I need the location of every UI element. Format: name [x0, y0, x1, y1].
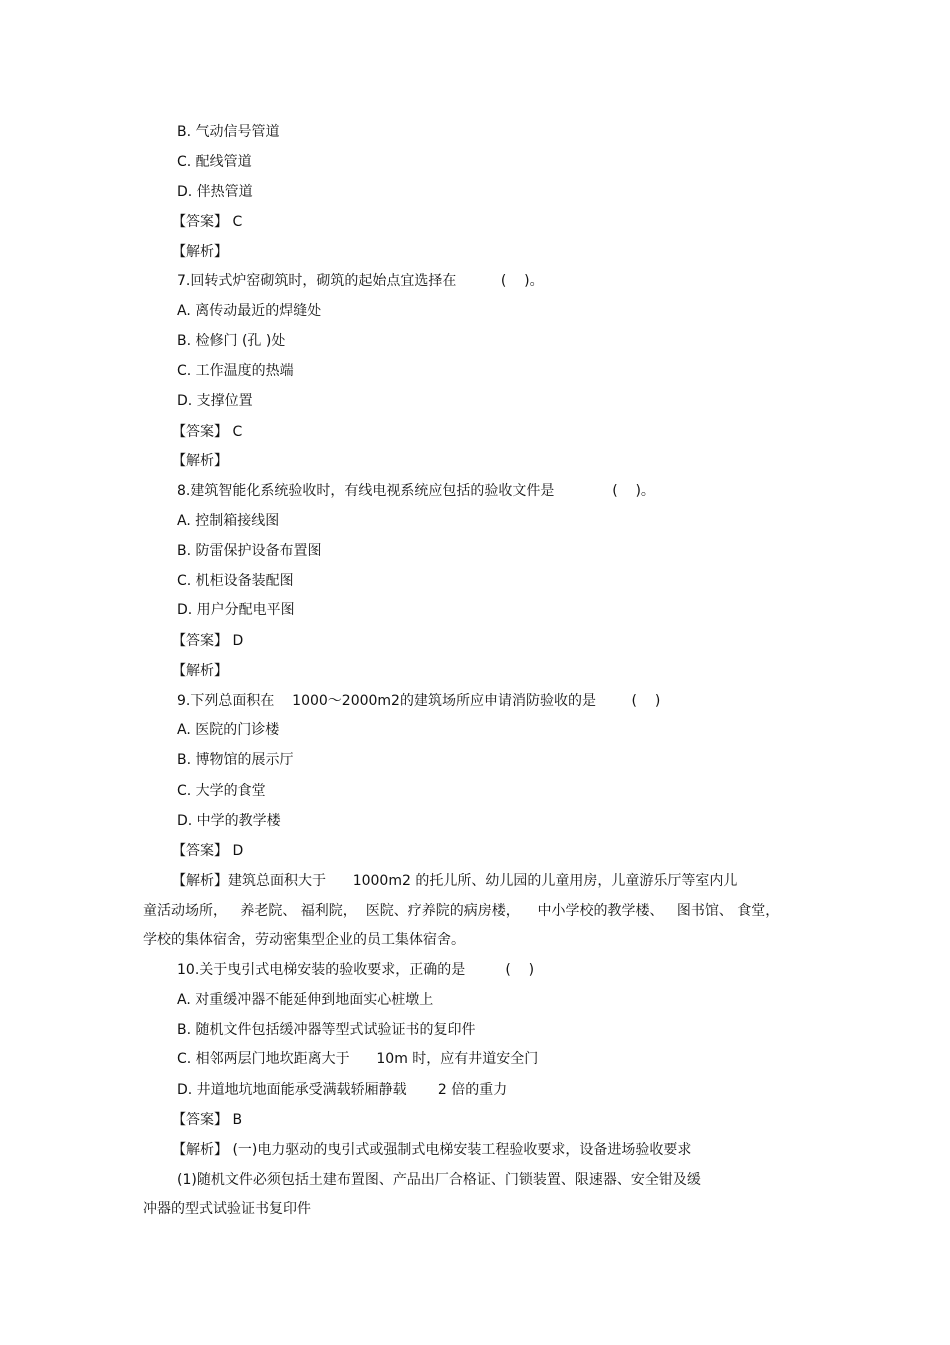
option-d: D. 伴热管道	[177, 184, 253, 200]
answer-line: 【答案】 D	[172, 633, 244, 649]
answer-line: 【答案】 C	[172, 424, 243, 440]
option-d: D. 井道地坑地面能承受满载轿厢静载 2 倍的重力	[177, 1082, 508, 1098]
analysis-paragraph: 【解析】建筑总面积大于 1000m2 的托儿所、幼儿园的儿童用房，儿童游乐厅等室内儿	[172, 873, 738, 889]
option-d: D. 支撑位置	[177, 393, 253, 409]
analysis-label: 【解析】	[172, 244, 228, 260]
option-b: B. 气动信号管道	[177, 124, 280, 140]
answer-line: 【答案】 D	[172, 843, 244, 859]
option-b: B. 随机文件包括缓冲器等型式试验证书的复印件	[177, 1022, 476, 1038]
analysis-paragraph: 童活动场所， 养老院、 福利院， 医院、疗养院的病房楼， 中小学校的教学楼、 图书馆、 食堂，	[143, 903, 780, 919]
option-d: D. 用户分配电平图	[177, 602, 295, 618]
analysis-paragraph: 【解析】 (一)电力驱动的曳引式或强制式电梯安装工程验收要求，设备进场验收要求	[172, 1142, 692, 1158]
option-b: B. 博物馆的展示厅	[177, 752, 294, 768]
question-7: 7.回转式炉窑砌筑时，砌筑的起始点宜选择在 ( )。	[177, 273, 544, 289]
option-b: B. 检修门 (孔 )处	[177, 333, 286, 349]
option-a: A. 离传动最近的焊缝处	[177, 303, 322, 319]
analysis-label: 【解析】	[172, 453, 228, 469]
option-a: A. 医院的门诊楼	[177, 722, 280, 738]
option-c: C. 工作温度的热端	[177, 363, 294, 379]
question-10: 10.关于曳引式电梯安装的验收要求，正确的是 ( )	[177, 962, 535, 978]
analysis-paragraph: 学校的集体宿舍，劳动密集型企业的员工集体宿舍。	[143, 932, 465, 948]
option-c: C. 相邻两层门地坎距离大于 10m 时，应有井道安全门	[177, 1051, 539, 1067]
option-a: A. 控制箱接线图	[177, 513, 280, 529]
question-9: 9.下列总面积在 1000～2000m2的建筑场所应申请消防验收的是 ( )	[177, 693, 661, 709]
option-c: C. 大学的食堂	[177, 783, 266, 799]
option-a: A. 对重缓冲器不能延伸到地面实心桩墩上	[177, 992, 434, 1008]
answer-line: 【答案】 C	[172, 214, 243, 230]
question-8: 8.建筑智能化系统验收时，有线电视系统应包括的验收文件是 ( )。	[177, 483, 655, 499]
option-c: C. 配线管道	[177, 154, 252, 170]
option-d: D. 中学的教学楼	[177, 813, 281, 829]
analysis-paragraph: 冲器的型式试验证书复印件	[143, 1201, 311, 1217]
analysis-paragraph: (1)随机文件必须包括土建布置图、产品出厂合格证、门锁装置、限速器、安全钳及缓	[177, 1172, 701, 1188]
answer-line: 【答案】 B	[172, 1112, 243, 1128]
option-b: B. 防雷保护设备布置图	[177, 543, 322, 559]
option-c: C. 机柜设备装配图	[177, 573, 294, 589]
analysis-label: 【解析】	[172, 663, 228, 679]
